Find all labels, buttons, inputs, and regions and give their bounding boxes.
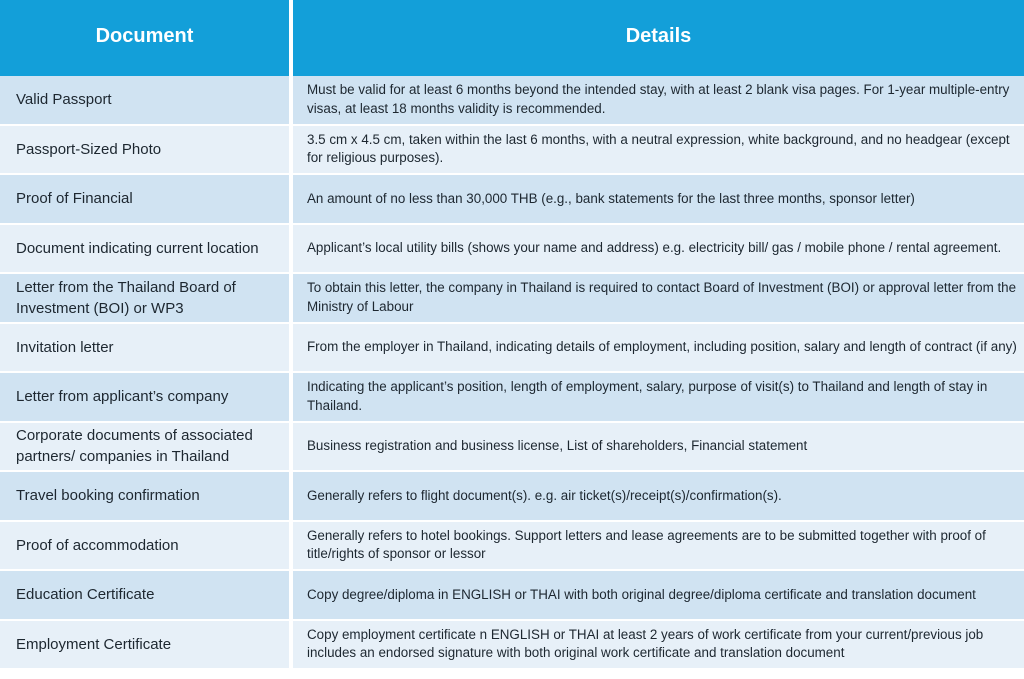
header-details: Details [293, 0, 1024, 76]
table-cell-document: Valid Passport [0, 76, 289, 126]
table-cell-details: Generally refers to flight document(s). e.g. air ticket(s)/receipt(s)/confirmation(s). [293, 472, 1024, 522]
table-cell-document: Document indicating current location [0, 225, 289, 275]
table-cell-details: Applicant’s local utility bills (shows your name and address) e.g. electricity bill/ gas / mobile phone / rental agreement. [293, 225, 1024, 275]
table-cell-details: Business registration and business license, List of shareholders, Financial statement [293, 423, 1024, 473]
header-document: Document [0, 0, 289, 76]
table-cell-details: Must be valid for at least 6 months beyond the intended stay, with at least 2 blank visa pages. For 1-year multiple-entry visas, at least 18 months validity is recommended. [293, 76, 1024, 126]
table-cell-document: Corporate documents of associated partners/ companies in Thailand [0, 423, 289, 473]
table-cell-details: Copy degree/diploma in ENGLISH or THAI with both original degree/diploma certificate and translation document [293, 571, 1024, 621]
table-cell-details: From the employer in Thailand, indicating details of employment, including position, salary and length of contract (if any) [293, 324, 1024, 374]
table-cell-details: An amount of no less than 30,000 THB (e.g., bank statements for the last three months, sponsor letter) [293, 175, 1024, 225]
table-cell-document: Proof of Financial [0, 175, 289, 225]
table-cell-document: Passport-Sized Photo [0, 126, 289, 176]
table-cell-document: Education Certificate [0, 571, 289, 621]
table-cell-document: Proof of accommodation [0, 522, 289, 572]
table-cell-details: Indicating the applicant’s position, length of employment, salary, purpose of visit(s) to Thailand and length of stay in Thailand. [293, 373, 1024, 423]
table-cell-details: 3.5 cm x 4.5 cm, taken within the last 6 months, with a neutral expression, white background, and no headgear (except for religious purposes). [293, 126, 1024, 176]
table-cell-document: Invitation letter [0, 324, 289, 374]
table-cell-details: Copy employment certificate n ENGLISH or THAI at least 2 years of work certificate from your current/previous job includes an endorsed signature with both original work certificate and translation document [293, 621, 1024, 671]
table-cell-document: Employment Certificate [0, 621, 289, 671]
table-cell-details: To obtain this letter, the company in Thailand is required to contact Board of Investment (BOI) or approval letter from the Ministry of Labour [293, 274, 1024, 324]
table-cell-document: Letter from applicant’s company [0, 373, 289, 423]
table-cell-document: Letter from the Thailand Board of Investment (BOI) or WP3 [0, 274, 289, 324]
table-cell-details: Generally refers to hotel bookings. Support letters and lease agreements are to be submitted together with proof of title/rights of sponsor or lessor [293, 522, 1024, 572]
table-cell-document: Travel booking confirmation [0, 472, 289, 522]
